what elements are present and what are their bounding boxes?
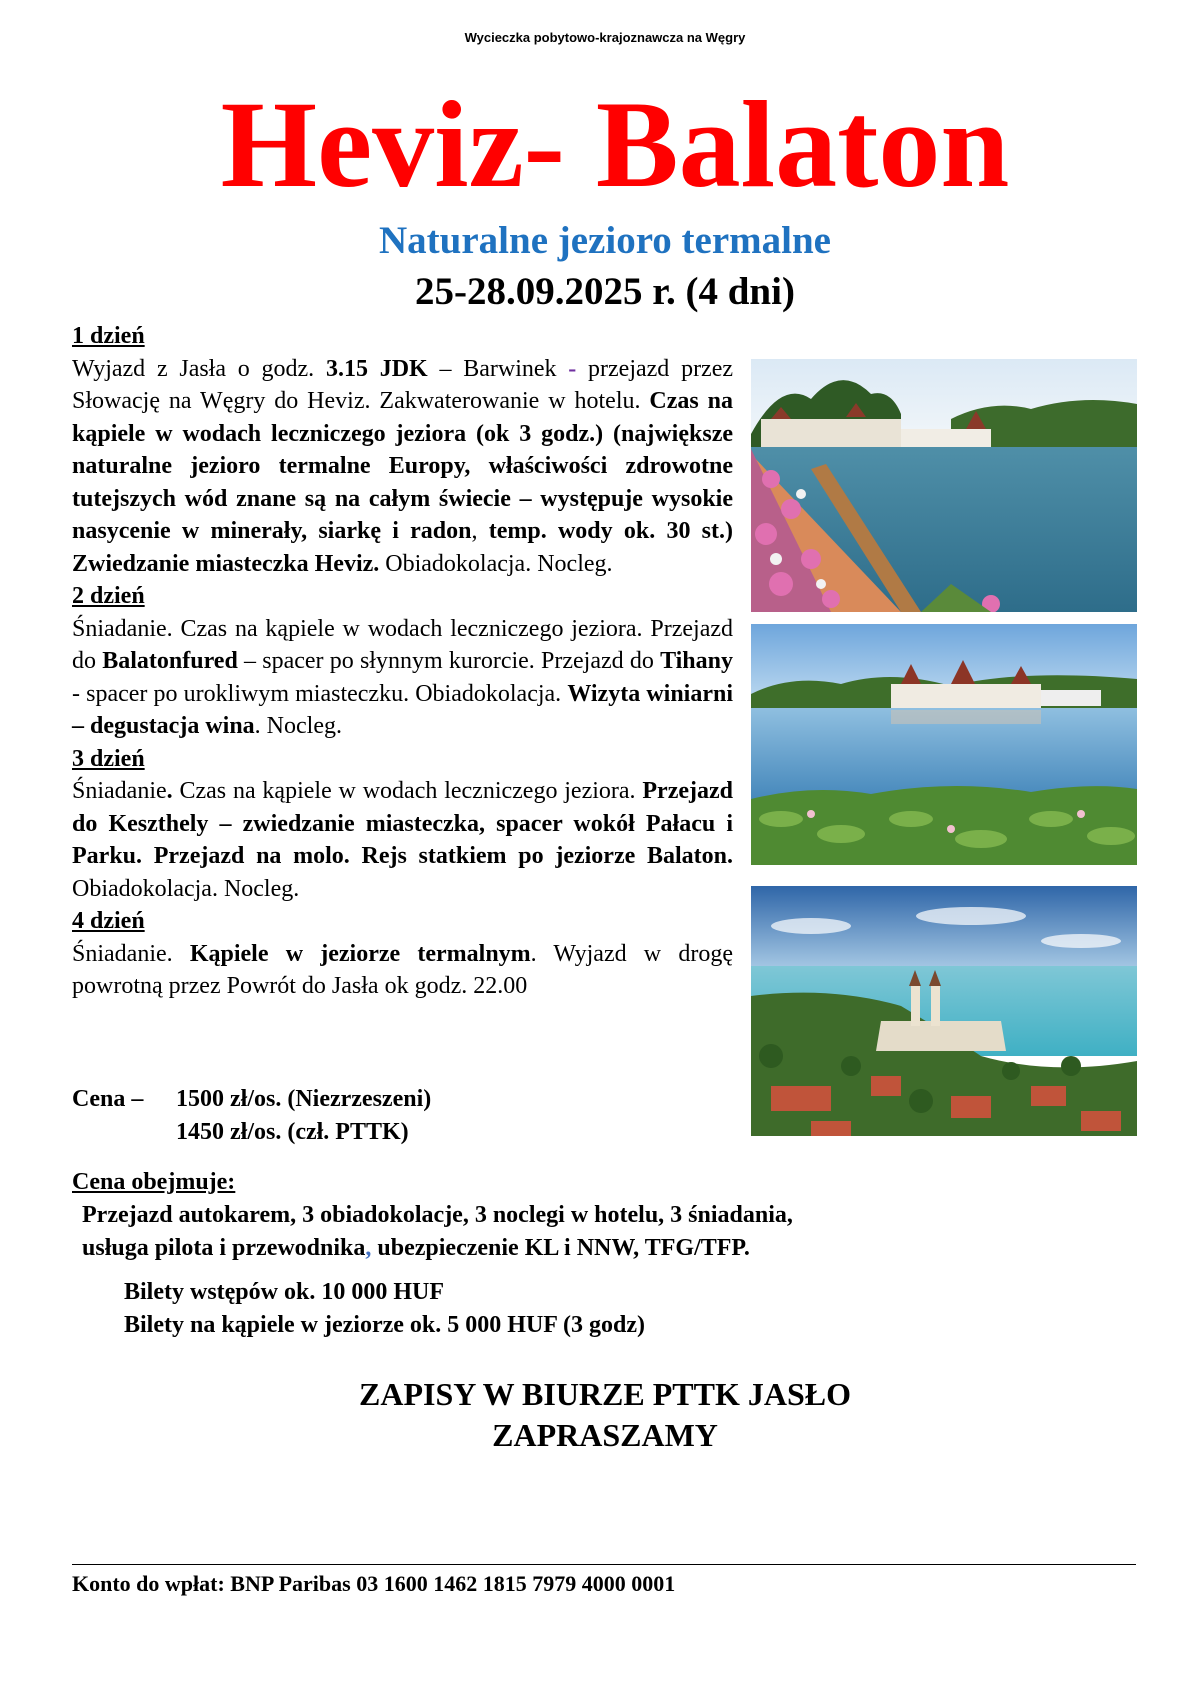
tickets-entry: Bilety wstępów ok. 10 000 HUF [124,1279,444,1305]
day-1-text-part: , [471,518,489,544]
day-4-text [72,938,733,1003]
includes-text-part: usługa pilota i przewodnika [82,1235,366,1261]
day-3-text-part: Obiadokolacja. Nocleg. [72,875,300,902]
tickets-block [124,1276,645,1342]
itinerary [72,320,733,1003]
price-label-spacer [72,1116,176,1149]
signup-line: ZAPISY W BIURZE PTTK JASŁO [359,1376,851,1412]
day-4-heading: 4 dzień [72,908,145,934]
day-2-place: Balatonfured [102,648,238,674]
heviz-lake-image [751,359,1137,612]
day-1-text-part: przejazd przez Słowację na Węgry do Heviz. Zakwaterowanie w hotelu. [72,355,734,414]
day-2-text-part: . Nocleg. [254,713,342,739]
day-2-place: Tihany [660,648,733,674]
price-member: 1450 zł/os. (czł. PTTK) [176,1119,409,1145]
signup-block [0,1374,1190,1456]
day-2-heading: 2 dzień [72,583,145,609]
day-1-highlight: Zwiedzanie miasteczka Heviz. [72,550,380,577]
kicker-text: Wycieczka pobytowo-krajoznawcza na Węgry [464,30,746,45]
heviz-lake-photo [751,359,1137,612]
invitation-line: ZAPRASZAMY [492,1417,718,1453]
day-4-text-part: . Wyjazd w drogę powrotną przez Powrót do Jasła ok godz. 22.00 [72,940,733,999]
includes-heading: Cena obejmuje: [72,1169,236,1195]
day-1-highlight: Czas na kąpiele w wodach leczniczego jeziora (ok 3 godz.) (największe naturalne jezioro termalne Europy, właściwości zdrowotne tutejszych wód znane są na całym świecie – występuje wysokie nasycenie w minerały, siarkę i radon [72,388,733,544]
day-1-text-part: Wyjazd z Jasła o godz. [72,355,326,382]
price-row [72,1083,431,1116]
day-2-highlight: Wizyta winiarni – degustacja wina [72,680,734,739]
day-1-highlight: temp. wody ok. 30 st.) [488,518,734,544]
day-1-text-part: Obiadokolacja. Nocleg. [379,550,613,577]
price-block [72,1083,431,1149]
day-3-text-part: Śniadanie [72,778,167,804]
page-title: Heviz- Balaton [220,76,1010,213]
day-3-text [72,775,733,905]
day-3-heading: 3 dzień [72,745,145,772]
day-2-text-part: Śniadanie. Czas na kąpiele w wodach leczniczego jeziora. Przejazd do [72,615,733,674]
day-1-text [72,353,733,581]
includes-text-part: ubezpieczenie KL i NNW, TFG/TFP. [371,1235,750,1261]
bath-house-photo [751,624,1137,865]
subtitle: Naturalne jezioro termalne [379,219,831,262]
price-standard: 1500 zł/os. (Niezrzeszeni) [176,1086,432,1112]
includes-line-2 [72,1232,972,1265]
day-2-text-part: – spacer po słynnym kurorcie. Przejazd do [237,648,661,674]
price-row [72,1116,431,1149]
includes-line-1: Przejazd autokarem, 3 obiadokolacje, 3 noclegi w hotelu, 3 śniadania, [82,1202,793,1228]
day-1-heading: 1 dzień [72,323,145,349]
price-label: Cena – [72,1086,144,1112]
bath-house-image [751,624,1137,865]
tihany-aerial-image [751,886,1137,1136]
footer-divider [72,1564,1136,1565]
tickets-bath: Bilety na kąpiele w jeziorze ok. 5 000 HUF (3 godz) [124,1312,646,1338]
day-4-text-part: Śniadanie. [72,940,190,967]
bank-account: Konto do wpłat: BNP Paribas 03 1600 1462 1815 7979 4000 0001 [72,1571,676,1596]
includes-comma: , [365,1235,372,1261]
day-4-highlight: Kąpiele w jeziorze termalnym [189,940,531,967]
day-3-text-part: Czas na kąpiele w wodach leczniczego jeziora. [172,778,643,804]
tihany-aerial-photo [751,886,1137,1136]
day-3-highlight: Przejazd do Keszthely – zwiedzanie miasteczka, spacer wokół Pałacu i Parku. Przejazd na molo. Rejs statkiem po jeziorze Balaton. [72,778,733,869]
trip-dates: 25-28.09.2025 r. (4 dni) [415,270,795,313]
day-1-text-part: – Barwinek [427,355,569,382]
includes-block [72,1166,972,1265]
day-1-separator: - [568,355,577,382]
day-1-departure-time: 3.15 JDK [325,355,428,382]
day-2-text [72,613,733,743]
day-2-text-part: - spacer po urokliwym miasteczku. Obiadokolacja. [72,680,568,707]
day-3-text-part: . [166,778,173,804]
